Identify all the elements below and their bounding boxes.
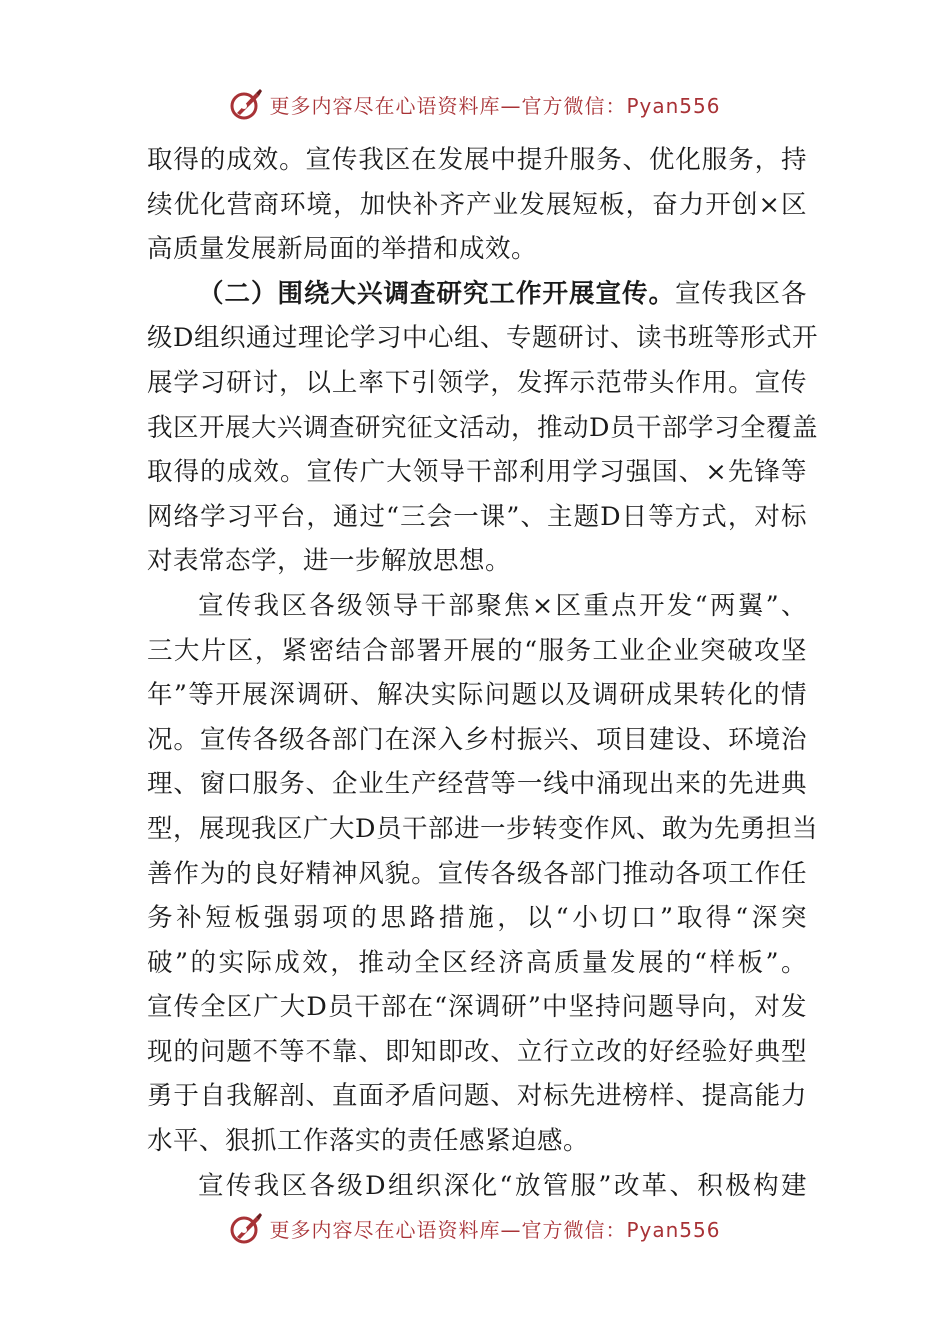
text-line: 理、窗口服务、企业生产经营等一线中涌现出来的先进典 bbox=[147, 769, 807, 800]
text-line: 况。宣传各级各部门在深入乡村振兴、项目建设、环境治 bbox=[147, 724, 807, 755]
footer-banner-text: 更多内容尽在心语资料库—官方微信：Pyan556 bbox=[269, 1217, 721, 1242]
section-heading: （二）围绕大兴调查研究工作开展宣传。 bbox=[198, 278, 675, 309]
text-line: 取得的成效。宣传广大领导干部利用学习强国、×先锋等 bbox=[147, 457, 807, 488]
text-line: 取得的成效。宣传我区在发展中提升服务、优化服务，持 bbox=[147, 145, 807, 175]
text-line: 级D组织通过理论学习中心组、专题研讨、读书班等形式开 bbox=[147, 323, 818, 354]
text-line: 宣传我区各级D组织深化“放管服”改革、积极构建 bbox=[198, 1170, 807, 1201]
text-line: 务补短板强弱项的思路措施，以“小切口”取得“深突 bbox=[147, 903, 807, 934]
text-line: 水平、狠抓工作落实的责任感紧迫感。 bbox=[147, 1126, 590, 1157]
section-heading-line bbox=[147, 272, 807, 317]
text-line: 型，展现我区广大D员干部进一步转变作风、敢为先勇担当 bbox=[147, 813, 818, 844]
text-line: 我区开展大兴调查研究征文活动，推动D员干部学习全覆盖 bbox=[147, 412, 818, 443]
header-banner bbox=[0, 82, 950, 126]
text-line: 善作为的良好精神风貌。宣传各级各部门推动各项工作任 bbox=[147, 858, 807, 889]
pen-logo-icon bbox=[229, 87, 263, 121]
header-banner-text: 更多内容尽在心语资料库—官方微信：Pyan556 bbox=[269, 93, 721, 118]
text-line: 勇于自我解剖、直面矛盾问题、对标先进榜样、提高能力 bbox=[147, 1081, 807, 1112]
document-body bbox=[147, 138, 818, 1208]
text-line: 三大片区，紧密结合部署开展的“服务工业企业突破攻坚 bbox=[147, 635, 807, 666]
text-line: 宣传我区各级领导干部聚焦×区重点开发“两翼”、 bbox=[198, 590, 807, 621]
text-line: 高质量发展新局面的举措和成效。 bbox=[147, 234, 538, 265]
text-line: 对表常态学，进一步解放思想。 bbox=[147, 546, 512, 577]
text-line: 年”等开展深调研、解决实际问题以及调研成果转化的情 bbox=[147, 680, 807, 711]
text-line: 续优化营商环境，加快补齐产业发展短板，奋力开创×区 bbox=[147, 189, 807, 220]
text-line: 展学习研讨，以上率下引领学，发挥示范带头作用。宣传 bbox=[147, 367, 807, 398]
text-line: 宣传全区广大D员干部在“深调研”中坚持问题导向，对发 bbox=[147, 992, 807, 1023]
text-line: 破”的实际成效，推动全区经济高质量发展的“样板”。 bbox=[147, 947, 807, 978]
text-fragment: 宣传我区各 bbox=[674, 278, 807, 309]
footer-banner bbox=[0, 1206, 950, 1250]
text-line: 现的问题不等不靠、即知即改、立行立改的好经验好典型 bbox=[147, 1036, 807, 1067]
pen-logo-icon bbox=[229, 1211, 263, 1245]
text-line: 网络学习平台，通过“三会一课”、主题D日等方式，对标 bbox=[147, 501, 807, 532]
